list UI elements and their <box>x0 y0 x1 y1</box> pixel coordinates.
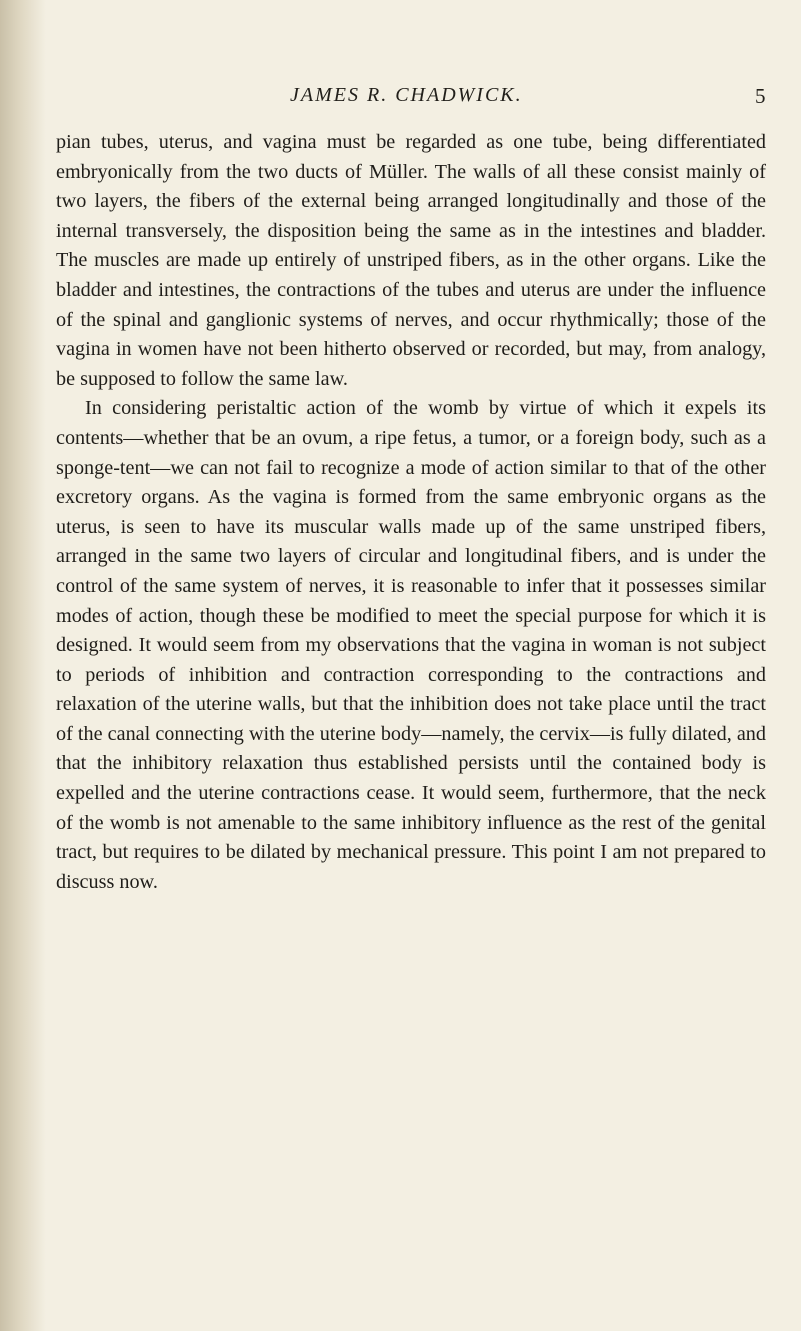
paragraph: In considering peristaltic action of the womb by virtue of which it expels its contents—whether that be an ovum, a ripe fetus, a tumor, or a foreign body, such as a sponge-tent—we can not fail to recognize a mode of action similar to that of the other excretory organs. As the vagina is formed from the same embryonic organs as the uterus, is seen to have its muscular walls made up of the same unstriped fibers, arranged in the same two layers of circular and longitudinal fibers, and is under the control of the same system of nerves, it is reasonable to infer that it possesses similar modes of action, though these be modified to meet the special purpose for which it is designed. It would seem from my observations that the vagina in woman is not subject to periods of inhibition and contraction corresponding to the contractions and relaxation of the uterine walls, but that the inhibition does not take place until the tract of the canal connecting with the uterine body—namely, the cervix—is fully dilated, and that the inhibitory relaxation thus established persists until the contained body is expelled and the uterine contractions cease. It would seem, furthermore, that the neck of the womb is not amenable to the same inhibitory influence as the rest of the genital tract, but requires to be dilated by mechanical pressure. This point I am not prepared to discuss now. <box>56 397 766 893</box>
body-text <box>56 128 766 897</box>
running-head <box>0 84 801 114</box>
page-number: 5 <box>755 84 766 108</box>
paragraph: pian tubes, uterus, and vagina must be regarded as one tube, being differentiated embryonically from the two ducts of Müller. The walls of all these consist mainly of two layers, the fibers of the external being arranged longitudinally and those of the internal transversely, the disposition being the same as in the intestines and bladder. The muscles are made up entirely of unstriped fibers, as in the other organs. Like the bladder and intestines, the contractions of the tubes and uterus are under the influence of the spinal and ganglionic systems of nerves, and occur rhythmically; those of the vagina in women have not been hitherto observed or recorded, but may, from analogy, be supposed to follow the same law. <box>56 131 766 390</box>
running-title: JAMES R. CHADWICK. <box>290 84 523 106</box>
